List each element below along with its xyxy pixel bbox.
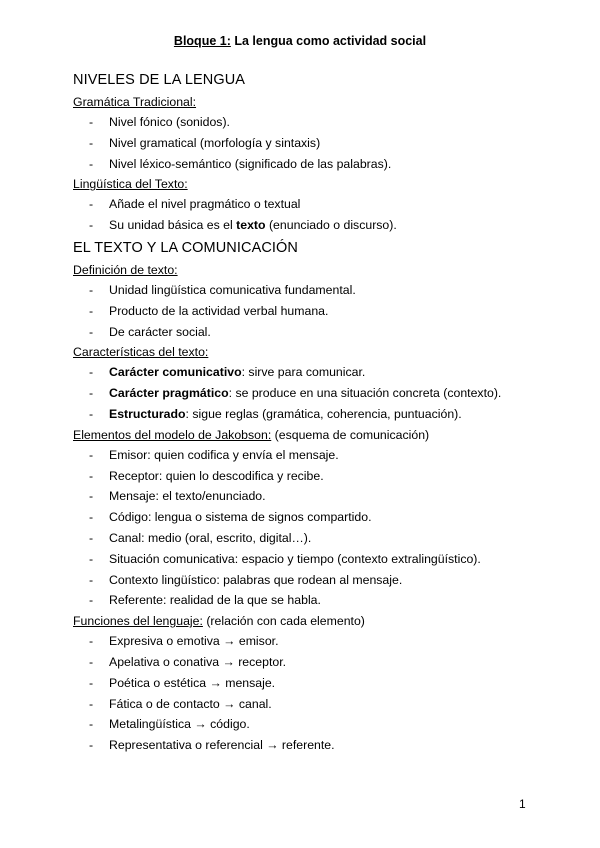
list-item: [73, 383, 583, 404]
list-item: [73, 735, 583, 756]
list-item: [73, 714, 583, 735]
list-item: [73, 673, 583, 694]
subsection-heading: [73, 260, 583, 280]
item-text: Su unidad básica es el: [109, 218, 237, 233]
subsection-heading: [73, 425, 583, 445]
bullet-list: [73, 445, 583, 611]
bullet-dash: -: [89, 324, 94, 339]
list-item: [73, 133, 583, 154]
item-bold-term: Estructurado: [109, 406, 186, 421]
page-number: 1: [519, 797, 526, 811]
bullet-dash: -: [89, 303, 94, 318]
item-text: Expresiva o emotiva → emisor.: [109, 634, 279, 649]
bullet-dash: -: [89, 156, 94, 171]
list-item: [73, 486, 583, 507]
list-item: [73, 445, 583, 466]
bullet-dash: -: [89, 197, 94, 212]
bullet-dash: -: [89, 738, 94, 753]
title-text: La lengua como actividad social: [230, 34, 427, 48]
item-text: De carácter social.: [109, 324, 211, 339]
subsection-label: Gramática Tradicional:: [73, 95, 197, 109]
item-text: : se produce en una situación concreta (contexto).: [228, 386, 502, 401]
bullet-dash: -: [89, 654, 94, 669]
bullet-list: [73, 112, 583, 174]
subsection-heading: [73, 174, 583, 194]
item-text: Unidad lingüística comunicativa fundamental.: [109, 282, 356, 297]
subsection-heading: [73, 92, 583, 112]
item-text: Nivel fónico (sonidos).: [109, 115, 230, 129]
list-item: [73, 549, 583, 570]
item-text: Situación comunicativa: espacio y tiempo (contexto extralingüístico).: [109, 551, 481, 566]
bullet-dash: -: [89, 675, 94, 690]
bullet-dash: -: [89, 634, 94, 649]
bullet-dash: -: [89, 468, 94, 483]
item-text: Poética o estética → mensaje.: [109, 675, 276, 690]
section-heading: EL TEXTO Y LA COMUNICACIÓN: [73, 239, 298, 256]
subsection-heading: [73, 342, 583, 362]
item-text: Metalingüística → código.: [109, 717, 250, 732]
bullet-dash: -: [89, 282, 94, 297]
list-item: [73, 590, 583, 611]
subsection-label: Características del texto:: [73, 345, 209, 360]
item-text: Apelativa o conativa → receptor.: [109, 654, 287, 669]
bullet-dash: -: [89, 696, 94, 711]
bullet-dash: -: [89, 572, 94, 587]
list-item: [73, 631, 583, 652]
item-text: Contexto lingüístico: palabras que rodean al mensaje.: [109, 572, 403, 587]
bullet-dash: -: [89, 530, 94, 545]
item-text: Referente: realidad de la que se habla.: [109, 593, 321, 608]
subsection-label: Funciones del lenguaje:: [73, 614, 203, 629]
item-text: Canal: medio (oral, escrito, digital…).: [109, 530, 312, 545]
list-item: [73, 194, 583, 215]
subsection-note: (esquema de comunicación): [271, 427, 430, 442]
bullet-list: [73, 194, 583, 236]
bullet-dash: -: [89, 489, 94, 504]
item-text: Añade el nivel pragmático o textual: [109, 197, 301, 212]
list-item: [73, 528, 583, 549]
item-bold-term: Carácter pragmático: [109, 386, 229, 401]
bullet-dash: -: [89, 135, 94, 150]
subsection-note: (relación con cada elemento): [202, 614, 365, 629]
list-item: [73, 694, 583, 715]
item-text: : sigue reglas (gramática, coherencia, puntuación).: [185, 406, 462, 421]
bullet-dash: -: [89, 365, 94, 380]
bullet-dash: -: [89, 593, 94, 608]
list-item: [73, 322, 583, 343]
item-text: Nivel léxico-semántico (significado de las palabras).: [109, 156, 392, 171]
item-text: Representativa o referencial → referente.: [109, 738, 335, 753]
item-text: Receptor: quien lo descodifica y recibe.: [109, 468, 324, 483]
item-text: Código: lengua o sistema de signos compartido.: [109, 510, 372, 525]
list-item: [73, 466, 583, 487]
subsection-heading: [73, 611, 583, 631]
page-title: [0, 34, 600, 48]
section-heading: NIVELES DE LA LENGUA: [73, 72, 246, 88]
list-item: [73, 507, 583, 528]
subsection-label: Elementos del modelo de Jakobson:: [73, 427, 272, 442]
item-bold-term: texto: [236, 218, 266, 233]
bullet-dash: -: [89, 510, 94, 525]
bullet-dash: -: [89, 551, 94, 566]
list-item: [73, 404, 583, 425]
list-item: [73, 570, 583, 591]
list-item: [73, 280, 583, 301]
title-bloque: Bloque 1:: [173, 34, 231, 48]
list-item: [73, 362, 583, 383]
bullet-dash: -: [89, 218, 94, 233]
bullet-dash: -: [89, 115, 94, 129]
list-item: [73, 154, 583, 175]
list-item: [73, 301, 583, 322]
bullet-dash: -: [89, 406, 94, 421]
item-text: Producto de la actividad verbal humana.: [109, 303, 329, 318]
bullet-list: [73, 280, 583, 342]
item-bold-term: Carácter comunicativo: [109, 365, 242, 380]
item-text: Fática o de contacto → canal.: [109, 696, 272, 711]
bullet-dash: -: [89, 447, 94, 462]
list-item: [73, 652, 583, 673]
bullet-dash: -: [89, 717, 94, 732]
list-item: [73, 112, 583, 133]
document-body: [73, 68, 583, 756]
subsection-label: Lingüística del Texto:: [73, 177, 188, 192]
bullet-dash: -: [89, 386, 94, 401]
bullet-list: [73, 631, 583, 756]
item-text: (enunciado o discurso).: [265, 218, 397, 233]
bullet-list: [73, 362, 583, 424]
list-item: [73, 215, 583, 236]
item-text: Emisor: quien codifica y envía el mensaje.: [109, 447, 339, 462]
item-text: Mensaje: el texto/enunciado.: [109, 489, 266, 504]
item-text: : sirve para comunicar.: [241, 365, 366, 380]
item-text: Nivel gramatical (morfología y sintaxis): [109, 135, 321, 150]
subsection-label: Definición de texto:: [73, 262, 178, 277]
